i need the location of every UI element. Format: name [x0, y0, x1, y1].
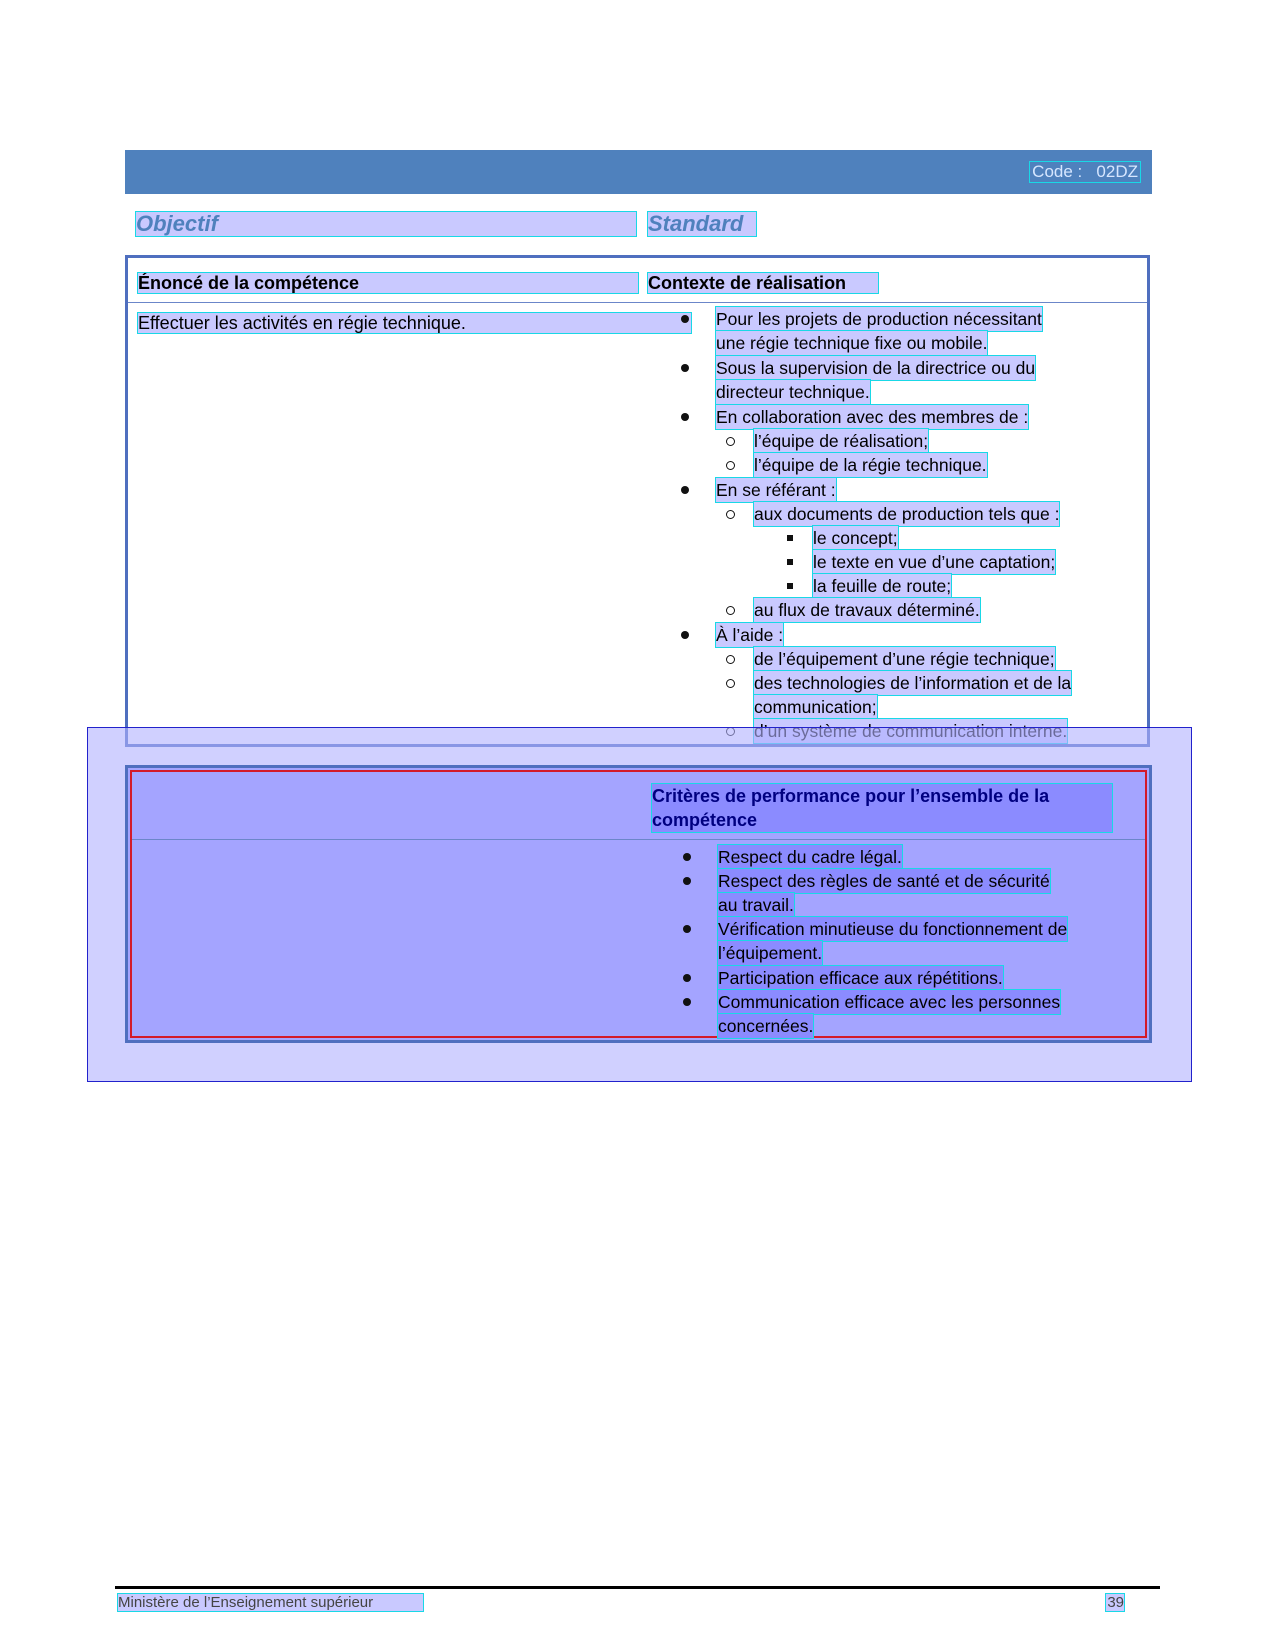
enonce-heading: Énoncé de la compétence — [138, 273, 638, 293]
bullet-icon — [681, 413, 689, 421]
header-bar — [125, 150, 1152, 194]
footer-rule — [115, 1586, 1160, 1589]
page-number: 39 — [1107, 1594, 1124, 1611]
criteres-table — [125, 765, 1152, 1043]
bullet-icon — [683, 877, 691, 885]
circle-bullet-icon — [726, 606, 735, 615]
bullet-icon — [681, 364, 689, 372]
circle-bullet-icon — [726, 510, 735, 519]
criteres-heading: Critères de performance pour l’ensemble de la compétence — [652, 784, 1112, 832]
square-bullet-icon — [787, 583, 793, 589]
bullet-icon — [681, 631, 689, 639]
enonce-text: Effectuer les activités en régie technique. — [138, 313, 691, 333]
circle-bullet-icon — [726, 437, 735, 446]
table-divider — [132, 839, 1145, 840]
table-divider — [128, 302, 1147, 303]
code-label: Code : 02DZ — [1032, 162, 1138, 181]
circle-bullet-icon — [726, 461, 735, 470]
square-bullet-icon — [787, 535, 793, 541]
bullet-icon — [683, 925, 691, 933]
bullet-icon — [683, 974, 691, 982]
standard-heading: Standard — [648, 212, 756, 236]
bullet-icon — [683, 853, 691, 861]
selected-region: Critères de performance pour l’ensemble de la compétence Respect du cadre légal. Respect des règles de santé et de sécurité au travail. Vérification minutieuse du fonctionnement de l’équipement. Participation efficace aux répétitions. Communication efficace avec les personnes concernées. — [130, 770, 1147, 1038]
square-bullet-icon — [787, 559, 793, 565]
circle-bullet-icon — [726, 655, 735, 664]
bullet-icon — [683, 998, 691, 1006]
circle-bullet-icon — [726, 679, 735, 688]
bullet-icon — [681, 315, 689, 323]
competence-table: Énoncé de la compétence Contexte de réalisation Effectuer les activités en régie technique. Pour les projets de production nécessitant une régie technique fixe ou mobile. Sous la supervision de la directrice ou du directeur technique. En collaboration avec des membres de : l’équipe de réalisation; l’équipe de la régie technique. En se référant : aux documents de production tels que : le concept; le texte en vue d’une captation; la feuille de route; au flux de travaux déterminé. À l’aide : de l’équipement d’une régie technique; des technologies de l’information et de la communication; — [125, 255, 1150, 747]
contexte-heading: Contexte de réalisation — [648, 273, 878, 293]
footer-ministry: Ministère de l’Enseignement supérieur — [118, 1594, 423, 1611]
objectif-heading: Objectif — [136, 212, 636, 236]
bullet-icon — [681, 486, 689, 494]
